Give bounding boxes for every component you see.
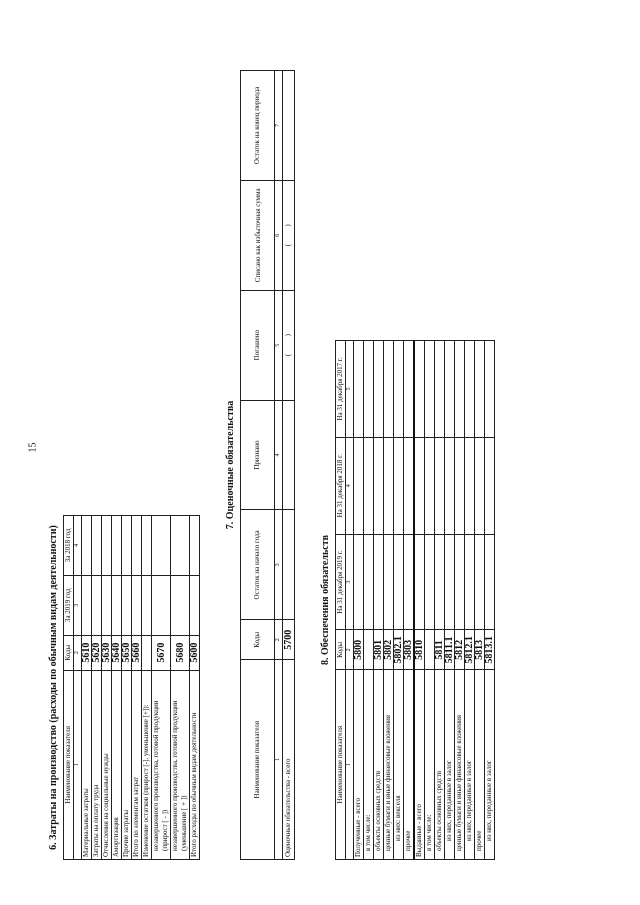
- value-cell: [132, 516, 142, 576]
- header-cell: Остаток на начало года: [241, 510, 275, 620]
- table-row: [465, 341, 475, 860]
- row-label: в том числе:: [425, 670, 435, 860]
- row-label: объекты основных средств: [374, 670, 384, 860]
- value-cell: [374, 437, 384, 534]
- table-row: [475, 341, 485, 860]
- value-cell: [435, 341, 445, 438]
- row-code: 5811: [435, 630, 445, 670]
- colnum-cell: 2: [74, 635, 82, 670]
- row-code: 5812: [455, 630, 465, 670]
- value-cell: [485, 437, 495, 534]
- table-row: [112, 516, 122, 860]
- value-cell: [445, 534, 455, 630]
- colnum-row: [346, 341, 354, 860]
- value-cell: [485, 341, 495, 438]
- row-label: Затраты на оплату труда: [92, 670, 102, 859]
- page-number: 15: [27, 442, 39, 453]
- value-cell: [283, 71, 295, 181]
- header-cell: На 31 декабря 2018 г.: [336, 437, 346, 534]
- value-cell: [142, 516, 152, 576]
- header-cell: На 31 декабря 2019 г.: [336, 534, 346, 630]
- value-cell: [384, 437, 394, 534]
- value-cell: [384, 534, 394, 630]
- row-label: из них, переданные в залог: [445, 670, 455, 860]
- table-row: [364, 341, 374, 860]
- row-code: 5600: [190, 635, 200, 670]
- value-cell: [152, 575, 171, 635]
- value-cell: [465, 437, 475, 534]
- row-label: ценные бумаги и иные финансовые вложения: [384, 670, 394, 860]
- value-cell: [190, 575, 200, 635]
- provisions-table: [240, 70, 295, 860]
- value-cell: [142, 575, 152, 635]
- value-cell: [171, 516, 190, 576]
- row-label: Итого по элементам затрат: [132, 670, 142, 859]
- value-cell: [132, 575, 142, 635]
- table-row: [485, 341, 495, 860]
- row-code: 5810: [414, 630, 425, 670]
- value-cell: [445, 341, 455, 438]
- header-cell: Признано: [241, 400, 275, 510]
- value-cell: [152, 516, 171, 576]
- value-cell: [414, 437, 425, 534]
- row-label: из них: векселя: [394, 670, 404, 860]
- value-cell: [384, 341, 394, 438]
- table-row: [354, 341, 364, 860]
- value-cell: [364, 534, 374, 630]
- table-row: [142, 516, 152, 860]
- row-code: 5610: [82, 635, 92, 670]
- table-row: [102, 516, 112, 860]
- table-row: [283, 71, 295, 860]
- row-label: незавершенного производства, готовой продукции (уменьшение [ + ]): [171, 670, 190, 859]
- row-label: Выданные - всего: [414, 670, 425, 860]
- row-label: Итого расходы по обычным видам деятельности: [190, 670, 200, 859]
- row-code: 5660: [132, 635, 142, 670]
- value-cell: [414, 341, 425, 438]
- colnum-row: [275, 71, 283, 860]
- value-cell: [435, 437, 445, 534]
- colnum-cell: 2: [346, 630, 354, 670]
- costs-table: [63, 515, 200, 860]
- row-code: 5803: [404, 630, 415, 670]
- section-6-title: 6. Затраты на производство (расходы по обычным видам деятельности): [48, 525, 59, 850]
- value-cell: [404, 437, 415, 534]
- row-code: 5700: [283, 620, 295, 660]
- value-cell: [122, 516, 132, 576]
- row-code: 5811.1: [445, 630, 455, 670]
- row-label: из них, переданные в залог: [465, 670, 475, 860]
- header-cell: Коды: [241, 620, 275, 660]
- row-label: Материальные затраты: [82, 670, 92, 859]
- value-cell: [435, 534, 445, 630]
- row-code: 5802.1: [394, 630, 404, 670]
- written-off-cell: ( ): [283, 180, 295, 290]
- value-cell: [465, 341, 475, 438]
- row-label: прочее: [475, 670, 485, 860]
- colnum-cell: 6: [275, 180, 283, 290]
- row-code: [142, 635, 152, 670]
- paid-cell: ( ): [283, 290, 295, 400]
- table-row: [435, 341, 445, 860]
- value-cell: [92, 516, 102, 576]
- colnum-cell: 3: [74, 575, 82, 635]
- value-cell: [102, 516, 112, 576]
- value-cell: [455, 437, 465, 534]
- header-cell: Наименование показателя: [336, 670, 346, 860]
- row-label: ценные бумаги и иные финансовые вложения: [455, 670, 465, 860]
- row-code: 5812.1: [465, 630, 475, 670]
- row-code: 5801: [374, 630, 384, 670]
- table-row: [171, 516, 190, 860]
- row-label: Изменение остатков (прирост [-], уменьшение [+]):: [142, 670, 152, 859]
- header-cell: Остаток на конец периода: [241, 71, 275, 181]
- row-code: 5813: [475, 630, 485, 670]
- value-cell: [92, 575, 102, 635]
- table-row: [445, 341, 455, 860]
- colnum-cell: 4: [275, 400, 283, 510]
- value-cell: [82, 516, 92, 576]
- row-code: 5650: [122, 635, 132, 670]
- header-cell: За 2018 год: [64, 516, 74, 576]
- header-row: [241, 71, 275, 860]
- colnum-cell: 4: [74, 516, 82, 576]
- colnum-cell: 5: [275, 290, 283, 400]
- value-cell: [354, 534, 364, 630]
- row-code: 5640: [112, 635, 122, 670]
- value-cell: [425, 534, 435, 630]
- colnum-row: [74, 516, 82, 860]
- row-code: 5670: [152, 635, 171, 670]
- value-cell: [445, 437, 455, 534]
- colnum-cell: 2: [275, 620, 283, 660]
- row-label: объекты основных средств: [435, 670, 445, 860]
- section-6: [48, 515, 200, 860]
- value-cell: [283, 400, 295, 510]
- value-cell: [122, 575, 132, 635]
- row-label: Отчисления на социальные нужды: [102, 670, 112, 859]
- value-cell: [425, 341, 435, 438]
- value-cell: [475, 341, 485, 438]
- header-cell: Наименование показателя: [64, 670, 74, 859]
- colnum-cell: 1: [275, 660, 283, 860]
- row-code: 5813.1: [485, 630, 495, 670]
- colnum-cell: 1: [74, 670, 82, 859]
- row-label: Амортизация: [112, 670, 122, 859]
- row-code: [364, 630, 374, 670]
- value-cell: [414, 534, 425, 630]
- table-row: [92, 516, 102, 860]
- table-row: [122, 516, 132, 860]
- row-code: [425, 630, 435, 670]
- row-code: 5620: [92, 635, 102, 670]
- row-label: из них, переданные в залог: [485, 670, 495, 860]
- row-label: прочее: [404, 670, 415, 860]
- value-cell: [283, 510, 295, 620]
- table-row: [82, 516, 92, 860]
- table-row: [394, 341, 404, 860]
- header-row: [336, 341, 346, 860]
- row-label: в том числе:: [364, 670, 374, 860]
- value-cell: [404, 534, 415, 630]
- value-cell: [425, 437, 435, 534]
- value-cell: [394, 341, 404, 438]
- value-cell: [354, 437, 364, 534]
- header-cell: Наименование показателя: [241, 660, 275, 860]
- value-cell: [394, 534, 404, 630]
- value-cell: [485, 534, 495, 630]
- row-code: 5800: [354, 630, 364, 670]
- colnum-cell: 5: [346, 341, 354, 438]
- value-cell: [112, 575, 122, 635]
- section-8-title: 8. Обеспечения обязательств: [320, 534, 331, 666]
- value-cell: [364, 437, 374, 534]
- value-cell: [171, 575, 190, 635]
- value-cell: [190, 516, 200, 576]
- header-cell: Коды: [64, 635, 74, 670]
- row-code: 5802: [384, 630, 394, 670]
- table-row: [455, 341, 465, 860]
- section-7: [225, 70, 295, 860]
- value-cell: [475, 534, 485, 630]
- colnum-cell: 7: [275, 71, 283, 181]
- row-code: 5630: [102, 635, 112, 670]
- table-row: [404, 341, 415, 860]
- value-cell: [102, 575, 112, 635]
- table-row: [132, 516, 142, 860]
- header-cell: За 2019 год: [64, 575, 74, 635]
- row-label: Прочие затраты: [122, 670, 132, 859]
- table-row: [384, 341, 394, 860]
- table-row: [414, 341, 425, 860]
- guarantees-table: [335, 340, 495, 860]
- value-cell: [364, 341, 374, 438]
- colnum-cell: 4: [346, 437, 354, 534]
- table-row: [374, 341, 384, 860]
- value-cell: [354, 341, 364, 438]
- row-code: 5680: [171, 635, 190, 670]
- value-cell: [455, 534, 465, 630]
- row-label: Оценочные обязательства - всего: [283, 660, 295, 860]
- header-cell: На 31 декабря 2017 г.: [336, 341, 346, 438]
- colnum-cell: 3: [275, 510, 283, 620]
- header-row: [64, 516, 74, 860]
- header-cell: Списано как избыточная сумма: [241, 180, 275, 290]
- table-row: [425, 341, 435, 860]
- table-row: [152, 516, 171, 860]
- table-row: [190, 516, 200, 860]
- value-cell: [82, 575, 92, 635]
- colnum-cell: 1: [346, 670, 354, 860]
- value-cell: [475, 437, 485, 534]
- value-cell: [374, 341, 384, 438]
- value-cell: [465, 534, 475, 630]
- section-7-title: 7. Оценочные обязательства: [225, 400, 236, 530]
- header-cell: Погашено: [241, 290, 275, 400]
- section-8: [320, 340, 495, 860]
- value-cell: [394, 437, 404, 534]
- value-cell: [112, 516, 122, 576]
- row-label: Полученные - всего: [354, 670, 364, 860]
- header-cell: Коды: [336, 630, 346, 670]
- value-cell: [374, 534, 384, 630]
- value-cell: [455, 341, 465, 438]
- colnum-cell: 3: [346, 534, 354, 630]
- row-label: незавершенного производства, готовой продукции (прирост [ - ]): [152, 670, 171, 859]
- value-cell: [404, 341, 415, 438]
